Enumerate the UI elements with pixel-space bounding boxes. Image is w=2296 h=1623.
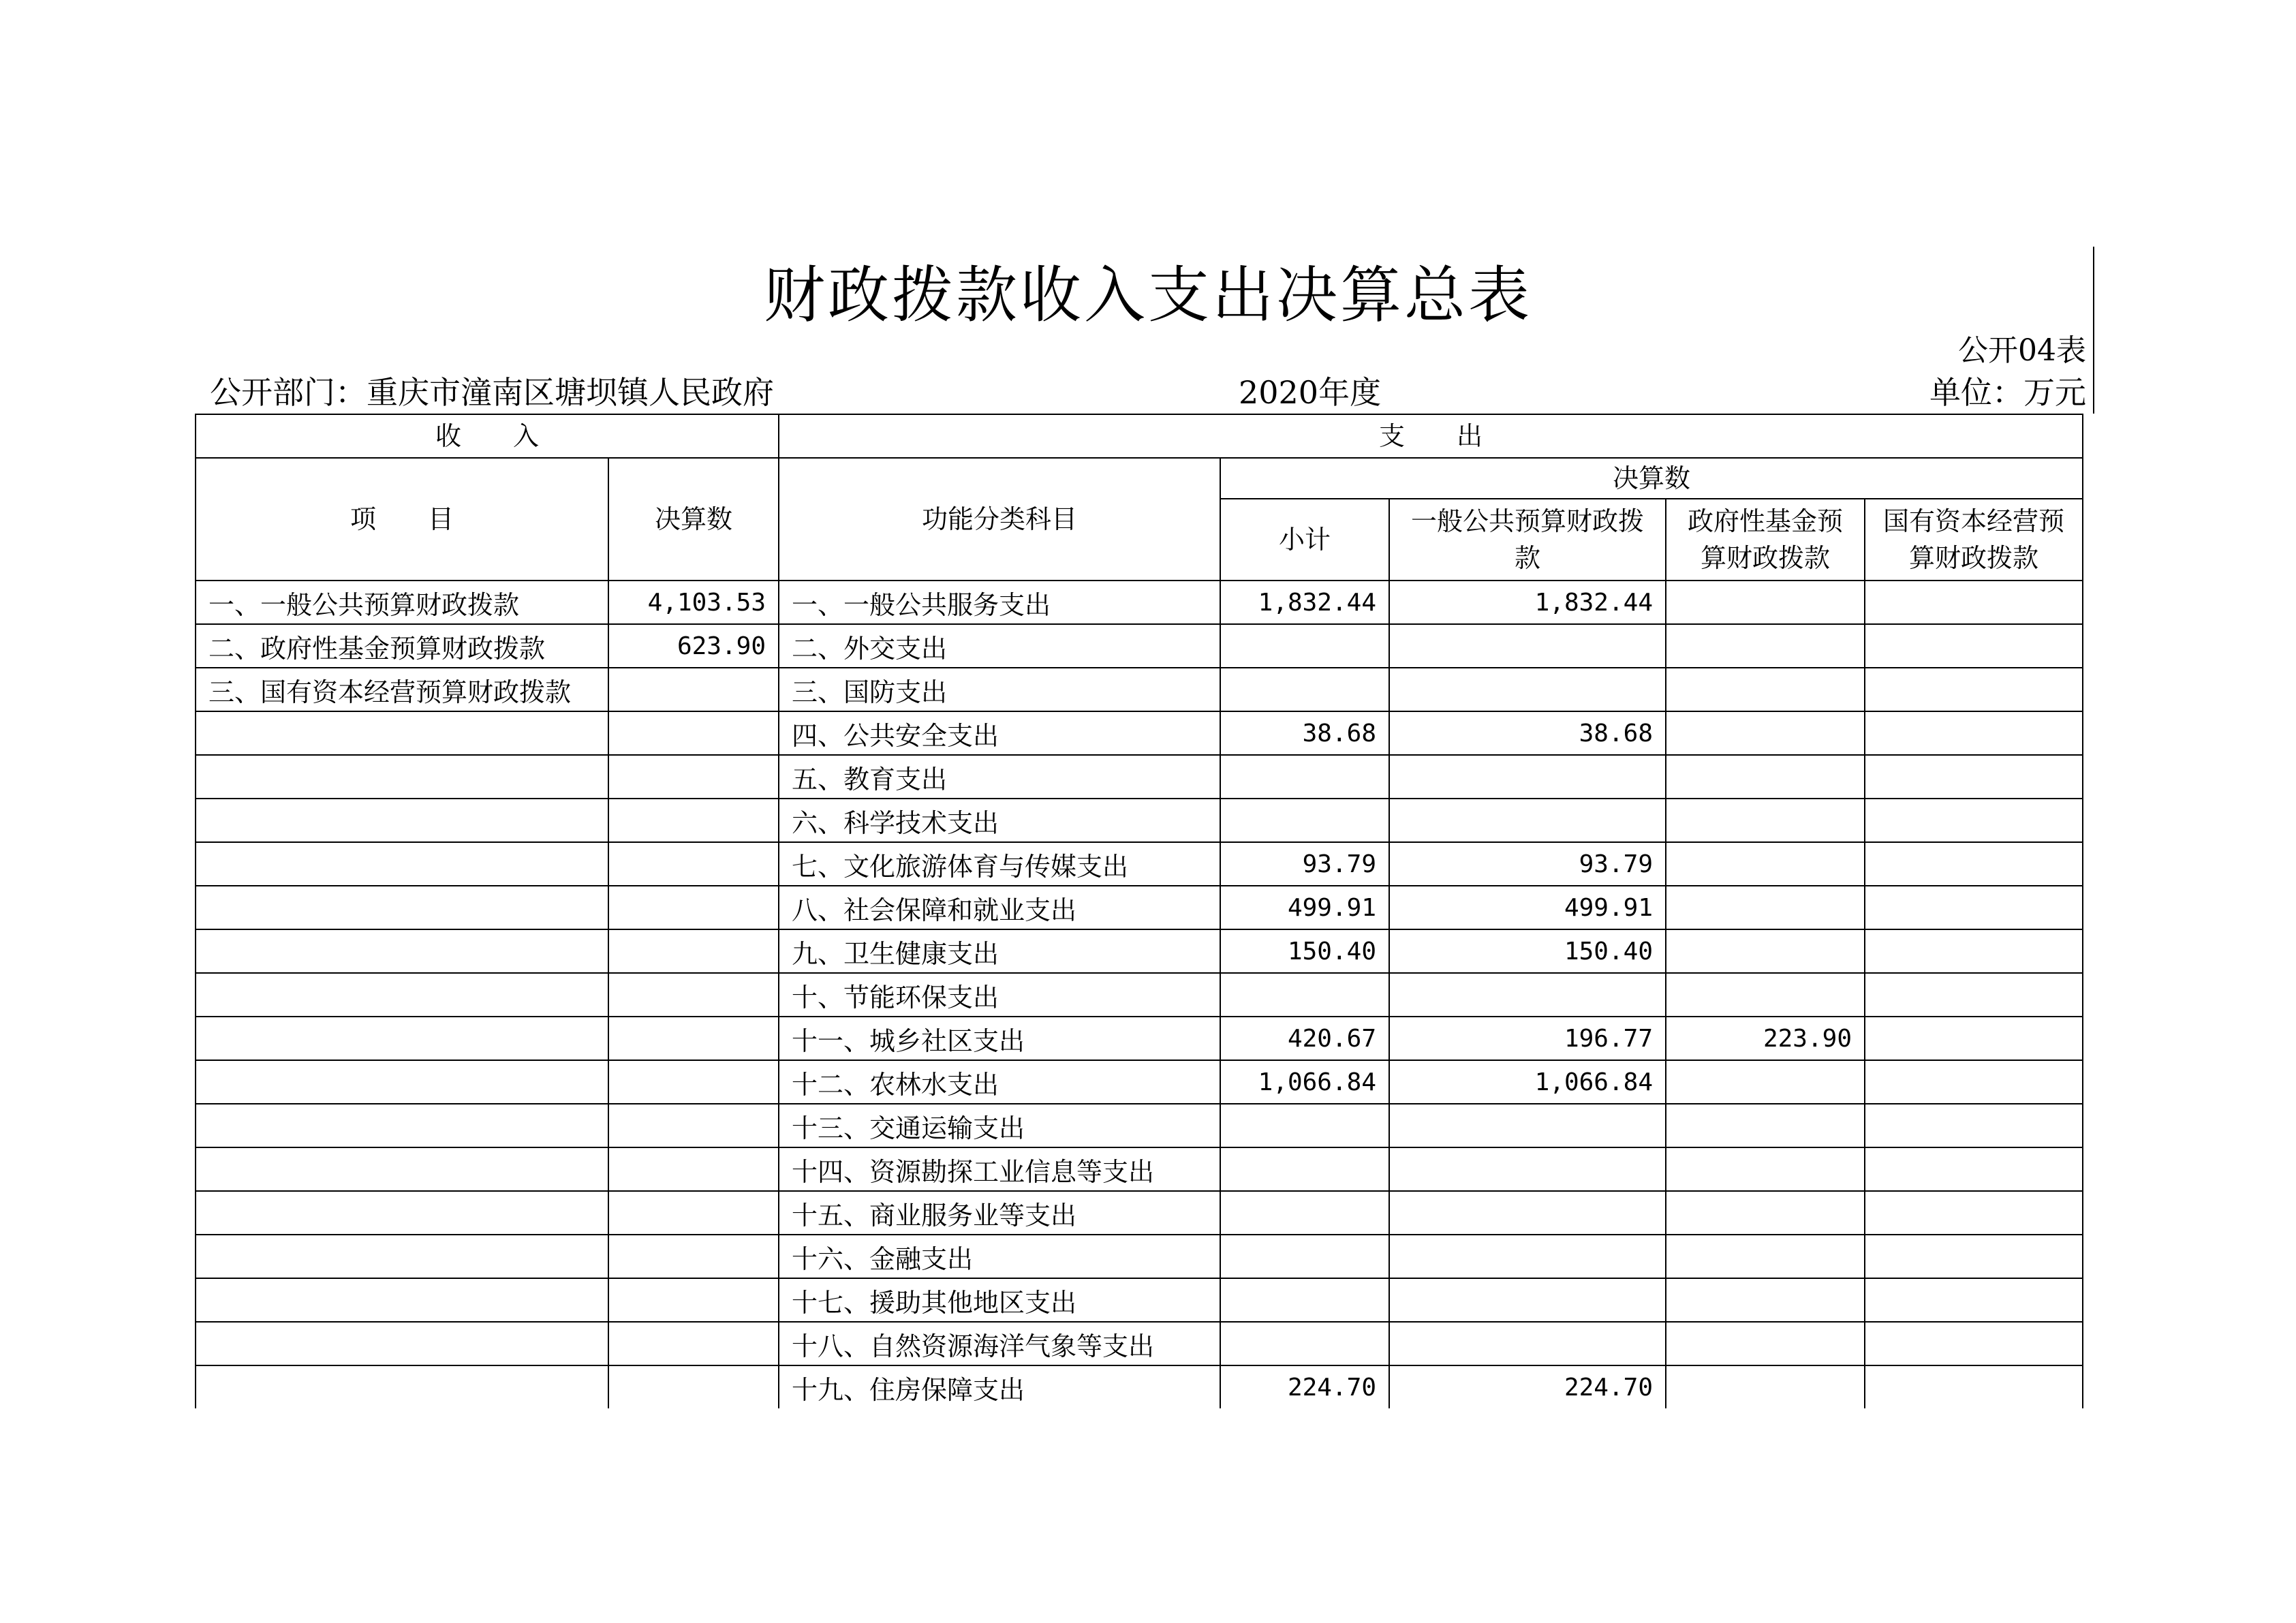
income-item-cell: 三、国有资本经营预算财政拨款 [196,668,608,711]
subtotal-cell [1220,1278,1389,1322]
table-row [196,755,2083,799]
function-category-header: 功能分类科目 [779,458,1220,581]
general-budget-cell [1389,1147,1666,1191]
income-amount-cell [608,1060,779,1104]
income-amount-cell: 623.90 [608,624,779,668]
category-cell: 六、科学技术支出 [779,799,1220,842]
income-amount-cell [608,755,779,799]
general-budget-header: 一般公共预算财政拨款 [1389,499,1666,581]
department-label: 公开部门：重庆市潼南区塘坝镇人民政府 [210,374,774,411]
table-row [196,973,2083,1017]
subtotal-cell: 1,066.84 [1220,1060,1389,1104]
income-item-cell [196,711,608,755]
state-capital-cell [1865,1060,2083,1104]
income-item-cell [196,1191,608,1235]
gov-fund-cell [1666,1191,1865,1235]
divider-line [2093,247,2094,414]
category-cell: 十五、商业服务业等支出 [779,1191,1220,1235]
state-capital-cell [1865,1147,2083,1191]
table-row [196,711,2083,755]
state-capital-cell [1865,973,2083,1017]
table-row [196,842,2083,886]
gov-fund-cell [1666,711,1865,755]
subtotal-cell [1220,1104,1389,1147]
gov-fund-cell [1666,842,1865,886]
income-amount-cell [608,1017,779,1060]
gov-fund-cell [1666,1365,1865,1408]
gov-fund-cell [1666,1322,1865,1365]
table-row [196,1017,2083,1060]
gov-fund-cell [1666,1235,1865,1278]
state-capital-cell [1865,1322,2083,1365]
subtotal-header: 小计 [1220,499,1389,581]
item-header: 项 目 [196,458,608,581]
general-budget-cell [1389,1322,1666,1365]
category-cell: 九、卫生健康支出 [779,929,1220,973]
income-header: 收 入 [196,414,779,458]
category-cell: 十二、农林水支出 [779,1060,1220,1104]
state-capital-cell [1865,755,2083,799]
table-row [196,886,2083,929]
final-amount-header: 决算数 [1220,458,2083,499]
income-amount-cell [608,886,779,929]
general-budget-cell: 1,066.84 [1389,1060,1666,1104]
gov-fund-cell [1666,799,1865,842]
category-cell: 七、文化旅游体育与传媒支出 [779,842,1220,886]
state-capital-cell [1865,929,2083,973]
table-row [196,581,2083,624]
category-cell: 四、公共安全支出 [779,711,1220,755]
gov-fund-cell [1666,1147,1865,1191]
table-row [196,1365,2083,1408]
state-capital-cell [1865,1235,2083,1278]
income-amount-cell [608,1235,779,1278]
income-item-cell [196,886,608,929]
general-budget-cell [1389,1104,1666,1147]
general-budget-cell: 196.77 [1389,1017,1666,1060]
table-row [196,1104,2083,1147]
category-cell: 三、国防支出 [779,668,1220,711]
state-capital-header: 国有资本经营预算财政拨款 [1865,499,2083,581]
general-budget-cell [1389,1191,1666,1235]
income-item-cell [196,755,608,799]
state-capital-cell [1865,886,2083,929]
table-row [196,1235,2083,1278]
category-cell: 十四、资源勘探工业信息等支出 [779,1147,1220,1191]
general-budget-cell: 224.70 [1389,1365,1666,1408]
category-cell: 十、节能环保支出 [779,973,1220,1017]
state-capital-cell [1865,842,2083,886]
table-row [196,624,2083,668]
subtotal-cell [1220,624,1389,668]
income-item-cell [196,1365,608,1408]
state-capital-cell [1865,1104,2083,1147]
category-cell: 十一、城乡社区支出 [779,1017,1220,1060]
subtotal-cell: 150.40 [1220,929,1389,973]
income-amount-cell [608,973,779,1017]
income-amount-cell [608,842,779,886]
gov-fund-cell [1666,1060,1865,1104]
unit-label: 单位：万元 [1929,374,2086,411]
table-row [196,1322,2083,1365]
general-budget-cell: 150.40 [1389,929,1666,973]
general-budget-cell [1389,1278,1666,1322]
category-cell: 十三、交通运输支出 [779,1104,1220,1147]
general-budget-cell [1389,624,1666,668]
state-capital-cell [1865,799,2083,842]
gov-fund-cell [1666,755,1865,799]
page-title: 财政拨款收入支出决算总表 [764,260,1532,331]
subtotal-cell [1220,1191,1389,1235]
income-amount-cell [608,1191,779,1235]
expense-header: 支 出 [779,414,2083,458]
category-cell: 二、外交支出 [779,624,1220,668]
subtotal-cell [1220,799,1389,842]
gov-fund-header: 政府性基金预算财政拨款 [1666,499,1865,581]
income-item-cell: 二、政府性基金预算财政拨款 [196,624,608,668]
general-budget-cell: 93.79 [1389,842,1666,886]
category-cell: 十九、住房保障支出 [779,1365,1220,1408]
general-budget-cell: 499.91 [1389,886,1666,929]
income-item-cell [196,799,608,842]
subtotal-cell: 420.67 [1220,1017,1389,1060]
gov-fund-cell [1666,1278,1865,1322]
income-amount-cell [608,1104,779,1147]
table-row [196,668,2083,711]
state-capital-cell [1865,711,2083,755]
income-amount-cell [608,799,779,842]
amount-header: 决算数 [608,458,779,581]
table-number: 公开04表 [1958,333,2086,368]
income-item-cell [196,973,608,1017]
income-item-cell [196,1104,608,1147]
income-item-cell [196,1235,608,1278]
income-item-cell [196,1278,608,1322]
gov-fund-cell [1666,668,1865,711]
table-row [196,1191,2083,1235]
category-cell: 五、教育支出 [779,755,1220,799]
category-cell: 十八、自然资源海洋气象等支出 [779,1322,1220,1365]
subtotal-cell [1220,1147,1389,1191]
income-amount-cell [608,1147,779,1191]
state-capital-cell [1865,1278,2083,1322]
state-capital-cell [1865,1365,2083,1408]
subtotal-cell [1220,1235,1389,1278]
income-item-cell [196,1147,608,1191]
subtotal-cell: 38.68 [1220,711,1389,755]
subtotal-cell [1220,668,1389,711]
income-amount-cell [608,668,779,711]
subtotal-cell [1220,1322,1389,1365]
table-row [196,929,2083,973]
table-row [196,1278,2083,1322]
general-budget-cell [1389,1235,1666,1278]
category-cell: 一、一般公共服务支出 [779,581,1220,624]
budget-table [195,414,2083,1408]
income-amount-cell: 4,103.53 [608,581,779,624]
income-item-cell: 一、一般公共预算财政拨款 [196,581,608,624]
income-amount-cell [608,929,779,973]
subtotal-cell: 93.79 [1220,842,1389,886]
subtotal-cell [1220,973,1389,1017]
category-cell: 十七、援助其他地区支出 [779,1278,1220,1322]
subtotal-cell: 499.91 [1220,886,1389,929]
subtotal-cell: 1,832.44 [1220,581,1389,624]
table-row [196,1060,2083,1104]
table-row [196,799,2083,842]
state-capital-cell [1865,581,2083,624]
general-budget-cell: 38.68 [1389,711,1666,755]
income-amount-cell [608,1365,779,1408]
gov-fund-cell [1666,624,1865,668]
general-budget-cell [1389,668,1666,711]
state-capital-cell [1865,1191,2083,1235]
gov-fund-cell [1666,973,1865,1017]
income-item-cell [196,1017,608,1060]
general-budget-cell [1389,799,1666,842]
general-budget-cell [1389,755,1666,799]
subtotal-cell: 224.70 [1220,1365,1389,1408]
income-item-cell [196,1322,608,1365]
general-budget-cell: 1,832.44 [1389,581,1666,624]
state-capital-cell [1865,1017,2083,1060]
gov-fund-cell [1666,929,1865,973]
state-capital-cell [1865,668,2083,711]
state-capital-cell [1865,624,2083,668]
gov-fund-cell [1666,1104,1865,1147]
category-cell: 十六、金融支出 [779,1235,1220,1278]
table-row [196,1147,2083,1191]
category-cell: 八、社会保障和就业支出 [779,886,1220,929]
subtotal-cell [1220,755,1389,799]
general-budget-cell [1389,973,1666,1017]
income-amount-cell [608,1278,779,1322]
income-item-cell [196,1060,608,1104]
income-amount-cell [608,1322,779,1365]
income-item-cell [196,929,608,973]
year-label: 2020年度 [1239,374,1382,411]
gov-fund-cell [1666,886,1865,929]
gov-fund-cell: 223.90 [1666,1017,1865,1060]
gov-fund-cell [1666,581,1865,624]
income-item-cell [196,842,608,886]
income-amount-cell [608,711,779,755]
